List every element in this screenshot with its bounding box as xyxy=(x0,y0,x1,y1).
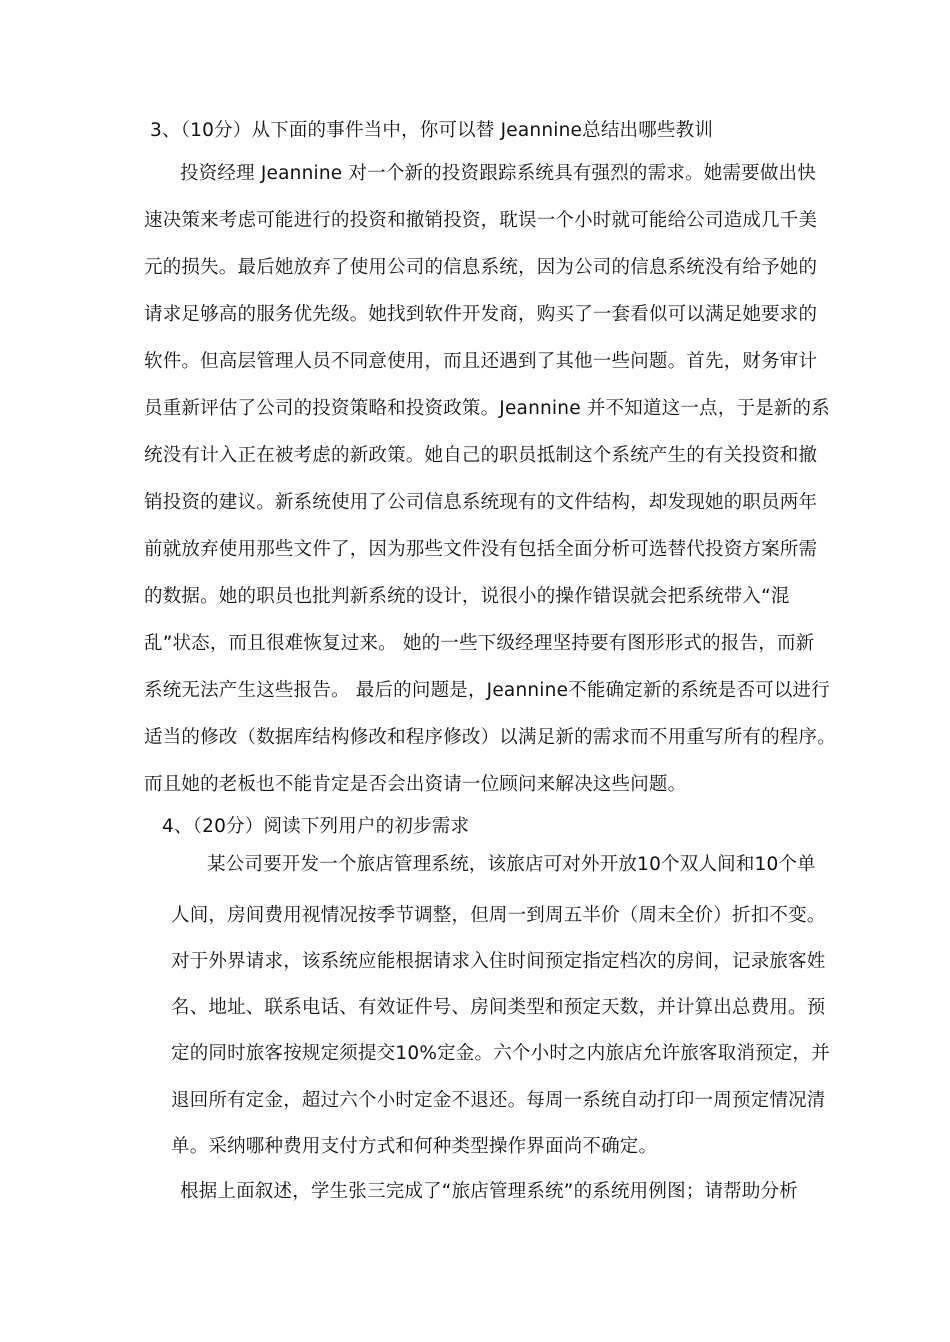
q3-paragraph-line: 销投资的建议。新系统使用了公司信息系统现有的文件结构，却发现她的职员两年 xyxy=(144,492,818,513)
q3-paragraph-line: 系统无法产生这些报告。 最后的问题是，Jeannine不能确定新的系统是否可以进行 xyxy=(144,680,830,701)
q4-paragraph-line: 对于外界请求，该系统应能根据请求入住时间预定指定档次的房间，记录旅客姓 xyxy=(171,951,826,972)
q3-paragraph-line: 元的损失。最后她放弃了使用公司的信息系统，因为公司的信息系统没有给予她的 xyxy=(144,257,818,278)
q4-closing-line: 根据上面叙述，学生张三完成了“旅店管理系统”的系统用例图；请帮助分析 xyxy=(180,1181,798,1202)
q3-paragraph-line: 前就放弃使用那些文件了，因为那些文件没有包括全面分析可选替代投资方案所需 xyxy=(144,539,818,560)
q3-paragraph-line: 而且她的老板也不能肯定是否会出资请一位顾问来解决这些问题。 xyxy=(144,774,687,795)
q4-paragraph-line: 名、地址、联系电话、有效证件号、房间类型和预定天数，并计算出总费用。预 xyxy=(171,997,826,1018)
q3-paragraph-line: 软件。但高层管理人员不同意使用，而且还遇到了其他一些问题。首先，财务审计 xyxy=(144,351,818,372)
q4-paragraph-line: 退回所有定金，超过六个小时定金不退还。每周一系统自动打印一周预定情况清 xyxy=(171,1090,826,1111)
q3-paragraph-line: 乱”状态，而且很难恢复过来。 她的一些下级经理坚持要有图形形式的报告，而新 xyxy=(144,633,815,654)
q3-paragraph-line: 速决策来考虑可能进行的投资和撤销投资，耽误一个小时就可能给公司造成几千美 xyxy=(144,210,818,231)
q4-paragraph-line: 单。采纳哪种费用支付方式和何种类型操作界面尚不确定。 xyxy=(171,1136,658,1157)
q3-heading: 3、（10分）从下面的事件当中，你可以替 Jeannine总结出哪些教训 xyxy=(150,120,714,141)
q3-paragraph-line: 的数据。她的职员也批判新系统的设计，说很小的操作错误就会把系统带入“混 xyxy=(144,586,790,607)
q3-paragraph-line: 员重新评估了公司的投资策略和投资政策。Jeannine 并不知道这一点，于是新的系 xyxy=(144,398,830,419)
q3-paragraph-line: 适当的修改（数据库结构修改和程序修改）以满足新的需求而不用重写所有的程序。 xyxy=(144,727,836,748)
q4-paragraph-line: 定的同时旅客按规定须提交10%定金。六个小时之内旅店允许旅客取消预定，并 xyxy=(171,1043,830,1064)
q4-paragraph-line: 某公司要开发一个旅店管理系统，该旅店可对外开放10个双人间和10个单 xyxy=(207,854,816,875)
q4-heading: 4、（20分）阅读下列用户的初步需求 xyxy=(162,816,470,837)
q3-paragraph-line: 统没有计入正在被考虑的新政策。她自己的职员抵制这个系统产生的有关投资和撤 xyxy=(144,445,818,466)
q3-paragraph-line: 投资经理 Jeannine 对一个新的投资跟踪系统具有强烈的需求。她需要做出快 xyxy=(180,163,816,184)
q4-paragraph-line: 人间，房间费用视情况按季节调整，但周一到周五半价（周末全价）折扣不变。 xyxy=(171,905,826,926)
q3-paragraph-line: 请求足够高的服务优先级。她找到软件开发商，购买了一套看似可以满足她要求的 xyxy=(144,304,818,325)
